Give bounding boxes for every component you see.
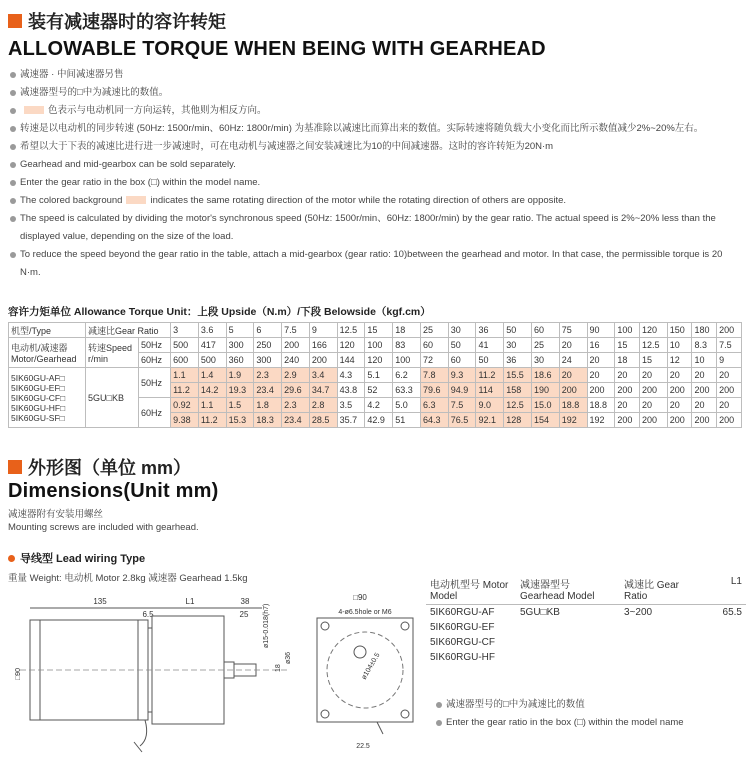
table-cell: 100 — [615, 323, 640, 338]
motor-model: 5IK60RGU-AF — [430, 607, 495, 618]
dim-22-5: 22.5 — [356, 743, 370, 750]
table-cell: 7.5 — [282, 323, 310, 338]
table-cell: 2.3 — [282, 398, 310, 413]
dims-footnotes — [434, 696, 744, 732]
table-cell: 114 — [476, 383, 504, 398]
hz60-label: 60Hz — [139, 353, 171, 368]
torque-title-zh: 装有减速器时的容许转矩 — [28, 12, 226, 32]
table-cell: 8.3 — [692, 338, 717, 353]
table-cell: 144 — [337, 353, 365, 368]
table-cell: 6.3 — [420, 398, 448, 413]
dim-90sq-left: □90 — [15, 667, 22, 680]
table-cell: 18.6 — [532, 368, 560, 383]
table-cell: 300 — [226, 338, 254, 353]
table-cell: 1.4 — [198, 368, 226, 383]
table-cell: 9 — [309, 323, 337, 338]
table-cell: 20 — [667, 368, 692, 383]
table-cell: 200 — [282, 338, 310, 353]
hz60-torque-label: 60Hz — [139, 398, 171, 428]
col-motor-model: 电动机型号 Motor Model — [430, 580, 509, 602]
table-cell: 30 — [504, 338, 532, 353]
table-cell: 28.5 — [309, 413, 337, 428]
table-cell: 1.9 — [226, 368, 254, 383]
table-cell: 200 — [717, 383, 742, 398]
table-cell: 18.3 — [254, 413, 282, 428]
table-row — [9, 368, 742, 383]
table-cell: 50 — [504, 323, 532, 338]
note-item: 减速器型号的□中为减速比的数值。 — [8, 84, 742, 102]
dim-6-5: 6.5 — [142, 610, 154, 619]
model-type-header: 机型/Type — [9, 323, 86, 338]
table-cell: 9.3 — [448, 368, 476, 383]
table-cell: 150 — [667, 323, 692, 338]
table-cell: 83 — [393, 338, 421, 353]
col-gearhead-model: 减速器型号 Gearhead Model — [520, 580, 595, 602]
model-table — [426, 574, 746, 665]
table-cell: 12.5 — [640, 338, 668, 353]
note-item: Enter the gear ratio in the box (□) within the model name — [434, 714, 744, 732]
table-cell: 250 — [254, 338, 282, 353]
table-cell: 200 — [587, 383, 615, 398]
model-list: 5IK60GU-AF□ 5IK60GU-EF□ 5IK60GU-CF□ 5IK60GU-HF□ 5IK60GU-SF□ — [9, 368, 86, 428]
table-cell: 3.5 — [337, 398, 365, 413]
table-cell: 92.1 — [476, 413, 504, 428]
dims-note-en: Mounting screws are included with gearhead. — [8, 522, 199, 533]
table-cell: 7.5 — [448, 398, 476, 413]
table-cell: 200 — [667, 383, 692, 398]
table-cell: 600 — [171, 353, 199, 368]
table-cell: 72 — [420, 353, 448, 368]
table-row — [9, 323, 742, 338]
front-view-drawing — [305, 588, 415, 758]
side-view-drawing — [0, 588, 305, 758]
table-cell: 200 — [640, 413, 668, 428]
table-cell: 3 — [171, 323, 199, 338]
table-cell: 5.1 — [365, 368, 393, 383]
color-swatch — [126, 196, 146, 204]
table-cell: 200 — [559, 383, 587, 398]
note-item: Gearhead and mid-gearbox can be sold separately. — [8, 156, 742, 174]
table-cell: 2.9 — [282, 368, 310, 383]
note-item: To reduce the speed beyond the gear ratio in the table, attach a mid-gearbox (gear ratio: 10)between the gearhead and motor. In that case, the permissible torque is 20 N·m. — [8, 246, 742, 282]
table-cell: 24 — [559, 353, 587, 368]
gear-ratio-header: 减速比Gear Ratio — [86, 323, 171, 338]
note-item: 减速器 · 中间减速器另售 — [8, 66, 742, 84]
table-cell: 15 — [365, 323, 393, 338]
speed-header: 转速Speed r/min — [86, 338, 139, 368]
dim-l1: L1 — [185, 597, 195, 606]
bullet-dot-icon — [8, 555, 15, 562]
table-cell: 16 — [587, 338, 615, 353]
dim-38: 38 — [240, 597, 250, 606]
weight-label: 重量 Weight: 电动机 Motor 2.8kg 减速器 Gearhead 1.5kg — [8, 573, 248, 584]
table-cell: 200 — [692, 383, 717, 398]
table-cell: 3.4 — [309, 368, 337, 383]
color-swatch — [24, 106, 44, 114]
table-cell: 51 — [393, 413, 421, 428]
table-cell: 192 — [559, 413, 587, 428]
table-cell: 30 — [448, 323, 476, 338]
table-cell: 64.3 — [420, 413, 448, 428]
motor-model: 5IK60RGU-CF — [430, 637, 496, 648]
table-cell: 3.6 — [198, 323, 226, 338]
table-cell: 30 — [532, 353, 560, 368]
dims-title-zh: 外形图（单位 mm） — [28, 458, 192, 478]
table-cell: 1.1 — [198, 398, 226, 413]
torque-section-header — [8, 8, 226, 34]
table-cell: 90 — [587, 323, 615, 338]
table-cell: 20 — [717, 398, 742, 413]
table-cell: 1.5 — [226, 398, 254, 413]
table-cell: 154 — [532, 413, 560, 428]
dims-section-header — [8, 454, 191, 480]
table-row — [426, 574, 746, 605]
table-cell: 43.8 — [337, 383, 365, 398]
dims-note-zh: 减速器附有安装用螺丝 — [8, 509, 104, 520]
gear-ratio-range: 3~200 — [624, 607, 653, 618]
table-row — [9, 338, 742, 353]
table-cell: 500 — [171, 338, 199, 353]
table-cell: 11.2 — [476, 368, 504, 383]
gearhead-model: 5GU□KB — [520, 607, 560, 618]
table-cell: 52 — [365, 383, 393, 398]
col-gear-ratio: 减速比 Gear Ratio — [624, 580, 680, 602]
table-cell: 20 — [692, 398, 717, 413]
table-cell: 300 — [254, 353, 282, 368]
table-cell: 25 — [420, 323, 448, 338]
table-cell: 94.9 — [448, 383, 476, 398]
table-cell: 200 — [717, 413, 742, 428]
table-cell: 18.8 — [587, 398, 615, 413]
table-cell: 23.4 — [254, 383, 282, 398]
table-cell: 10 — [692, 353, 717, 368]
table-row — [426, 605, 746, 621]
torque-notes — [8, 66, 742, 282]
table-cell: 11.2 — [171, 383, 199, 398]
table-cell: 4.2 — [365, 398, 393, 413]
motor-model: 5IK60RGU-EF — [430, 622, 495, 633]
table-cell: 36 — [504, 353, 532, 368]
table-cell: 166 — [309, 338, 337, 353]
table-cell: 14.2 — [198, 383, 226, 398]
table-cell: 1.1 — [171, 368, 199, 383]
table-cell: 9.38 — [171, 413, 199, 428]
table-cell: 200 — [667, 413, 692, 428]
table-cell: 100 — [393, 353, 421, 368]
table-cell: 158 — [504, 383, 532, 398]
table-cell: 12.5 — [337, 323, 365, 338]
table-cell: 7.5 — [717, 338, 742, 353]
table-cell: 12.5 — [504, 398, 532, 413]
dim-135: 135 — [93, 597, 107, 606]
note-item: The speed is calculated by dividing the motor's synchronous speed (50Hz: 1500r/min、60Hz: 1800r/min) by the gear ratio. The actual speed is 2%~20% less than the displayed value, depending on the size of the load. — [8, 210, 742, 246]
table-cell: 60 — [420, 338, 448, 353]
gearhead-model: 5GU□KB — [86, 368, 139, 428]
table-cell: 15 — [640, 353, 668, 368]
table-cell: 34.7 — [309, 383, 337, 398]
dim-25: 25 — [239, 610, 249, 619]
table-cell: 120 — [640, 323, 668, 338]
note-item: 希望以大于下表的减速比进行进一步减速时，可在电动机与减速器之间安装减速比为10的中间减速器。这时的容许转矩为20N·m — [8, 138, 742, 156]
table-cell: 60 — [532, 323, 560, 338]
table-cell: 5 — [226, 323, 254, 338]
table-cell: 200 — [640, 383, 668, 398]
table-cell: 76.5 — [448, 413, 476, 428]
table-cell: 1.8 — [254, 398, 282, 413]
table-cell: 192 — [587, 413, 615, 428]
table-cell: 5.0 — [393, 398, 421, 413]
table-cell: 29.6 — [282, 383, 310, 398]
table-cell: 63.3 — [393, 383, 421, 398]
dim-hole: 4-ø6.5hole or M6 — [338, 609, 392, 616]
table-cell: 20 — [587, 353, 615, 368]
table-cell: 23.4 — [282, 413, 310, 428]
table-cell: 15.0 — [532, 398, 560, 413]
section-marker-icon — [8, 14, 22, 28]
table-cell: 128 — [504, 413, 532, 428]
table-cell: 12 — [667, 353, 692, 368]
table-cell: 20 — [717, 368, 742, 383]
dim-90sq: □90 — [353, 593, 367, 602]
hz50-torque-label: 50Hz — [139, 368, 171, 398]
table-cell: 2.3 — [254, 368, 282, 383]
table-cell: 20 — [559, 338, 587, 353]
table-cell: 20 — [640, 368, 668, 383]
motor-gear-header: 电动机/减速器 Motor/Gearhead — [9, 338, 86, 368]
note-item: 减速器型号的□中为减速比的数值 — [434, 696, 744, 714]
table-cell: 18 — [615, 353, 640, 368]
table-cell: 120 — [365, 353, 393, 368]
table-cell: 50 — [476, 353, 504, 368]
table-cell: 79.6 — [420, 383, 448, 398]
table-cell: 200 — [309, 353, 337, 368]
table-cell: 10 — [667, 338, 692, 353]
table-cell: 50 — [448, 338, 476, 353]
section-marker-icon — [8, 460, 22, 474]
table-cell: 6.2 — [393, 368, 421, 383]
table-cell: 500 — [198, 353, 226, 368]
table-cell: 42.9 — [365, 413, 393, 428]
unit-label: 容许力矩单位 Allowance Torque Unit：上段 Upside（N.m）/下段 Belowside（kgf.cm） — [8, 306, 431, 318]
table-cell: 20 — [692, 368, 717, 383]
table-cell: 7.8 — [420, 368, 448, 383]
col-l1: L1 — [730, 576, 742, 587]
table-cell: 190 — [532, 383, 560, 398]
table-cell: 41 — [476, 338, 504, 353]
table-cell: 200 — [717, 323, 742, 338]
table-cell: 4.3 — [337, 368, 365, 383]
table-cell: 15 — [615, 338, 640, 353]
table-cell: 200 — [615, 383, 640, 398]
dim-18: 18 — [275, 664, 282, 672]
note-item: 转速是以电动机的同步转速 (50Hz: 1500r/min、60Hz: 1800r/min) 为基准除以减速比而算出来的数值。实际转速将随负载大小变化而比所示数值减少2%~20%左右。 — [8, 120, 742, 138]
table-cell: 15.5 — [504, 368, 532, 383]
torque-title-en: ALLOWABLE TORQUE WHEN BEING WITH GEARHEAD — [8, 38, 546, 60]
lead-type-header: 导线型 Lead wiring Type — [8, 550, 145, 566]
table-cell: 18 — [393, 323, 421, 338]
table-cell: 11.2 — [198, 413, 226, 428]
table-cell: 15.3 — [226, 413, 254, 428]
dims-title-en: Dimensions(Unit mm) — [8, 480, 219, 502]
hz50-label: 50Hz — [139, 338, 171, 353]
table-cell: 417 — [198, 338, 226, 353]
table-cell: 35.7 — [337, 413, 365, 428]
table-cell: 18.8 — [559, 398, 587, 413]
table-cell: 2.8 — [309, 398, 337, 413]
table-cell: 20 — [587, 368, 615, 383]
table-cell: 200 — [615, 413, 640, 428]
table-cell: 20 — [615, 398, 640, 413]
table-cell: 240 — [282, 353, 310, 368]
dim-shaft: ø15-0.018(h7) — [263, 603, 270, 648]
table-cell: 20 — [640, 398, 668, 413]
table-cell: 60 — [448, 353, 476, 368]
table-cell: 25 — [532, 338, 560, 353]
table-cell: 19.3 — [226, 383, 254, 398]
dim-36: ø36 — [285, 651, 292, 664]
table-cell: 20 — [667, 398, 692, 413]
table-cell: 9 — [717, 353, 742, 368]
note-item: Enter the gear ratio in the box (□) within the model name. — [8, 174, 742, 192]
note-item: 色表示与电动机同一方向运转，其他则为相反方向。 — [8, 102, 742, 120]
table-cell: 20 — [559, 368, 587, 383]
table-cell: 120 — [337, 338, 365, 353]
table-cell: 100 — [365, 338, 393, 353]
table-cell: 180 — [692, 323, 717, 338]
table-cell: 200 — [692, 413, 717, 428]
torque-table — [8, 322, 742, 428]
table-cell: 6 — [254, 323, 282, 338]
dim-pcd: ø104±0.5 — [360, 651, 382, 681]
table-cell: 9.0 — [476, 398, 504, 413]
table-cell: 360 — [226, 353, 254, 368]
motor-model: 5IK60RGU-HF — [430, 652, 496, 663]
note-item: The colored background indicates the same rotating direction of the motor while the rotating direction of others are opposite. — [8, 192, 742, 210]
table-cell: 20 — [615, 368, 640, 383]
l1-value: 65.5 — [722, 607, 742, 618]
table-cell: 0.92 — [171, 398, 199, 413]
table-cell: 36 — [476, 323, 504, 338]
table-cell: 75 — [559, 323, 587, 338]
